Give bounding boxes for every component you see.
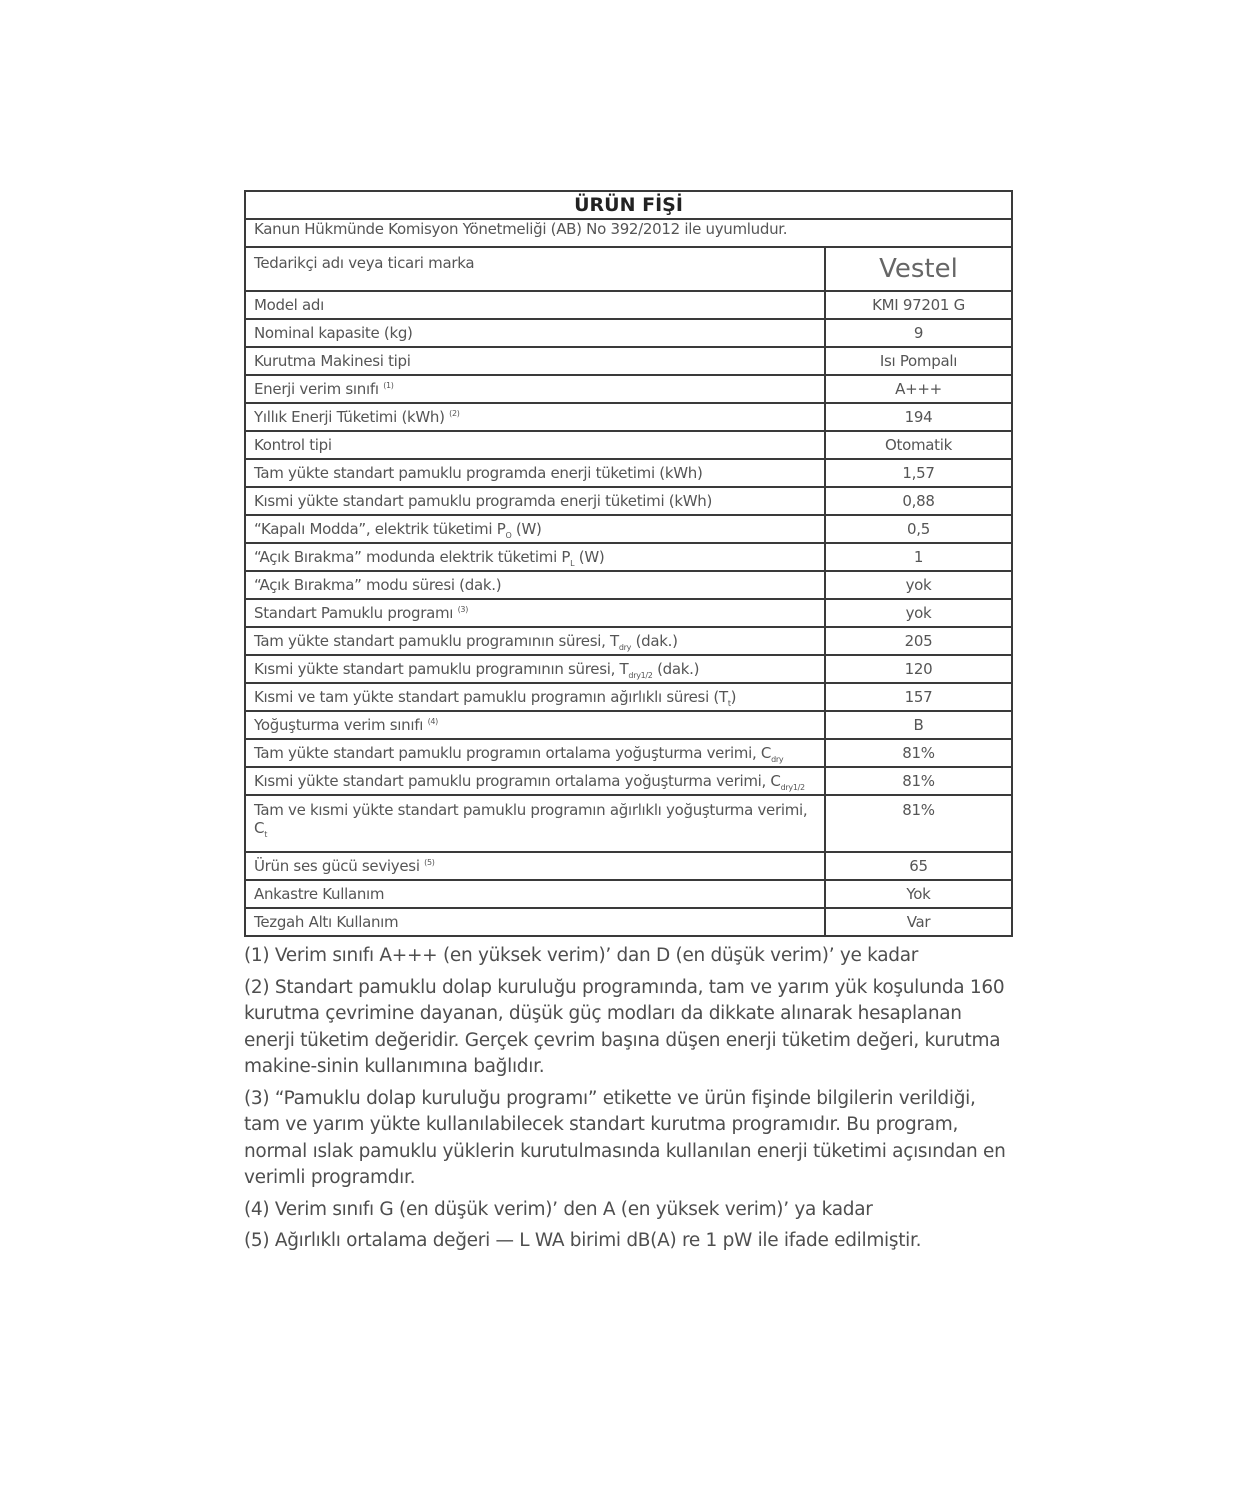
table-row: [245, 291, 1012, 319]
table-row: [245, 852, 1012, 880]
footnote-2: (2) Standart pamuklu dolap kuruluğu programında, tam ve yarım yük koşulunda 160 kurutma çevrimine dayanan, düşük güç modları da dikkate alınarak hesaplanan enerji tüketim değeridir. Gerçek çevrim başına düşen enerji tüketim değeri, kurutma makine-sinin kullanımına bağlıdır.: [244, 976, 1005, 1077]
table-row: [245, 711, 1012, 739]
footnote-ref: (3): [457, 605, 469, 614]
row-value: 0,5: [825, 515, 1012, 543]
row-label: Tam ve kısmi yükte standart pamuklu programın ağırlıklı yoğuşturma verimi, $C_t$: [245, 795, 825, 852]
row-value: 194: [825, 403, 1012, 431]
subscript: dry: [618, 643, 632, 652]
row-label: Yoğuşturma verim sınıfı $^{(4)}$: [245, 711, 825, 739]
row-value: yok: [825, 571, 1012, 599]
table-row: [245, 599, 1012, 627]
row-value: 81%: [825, 767, 1012, 795]
row-label: Ankastre Kullanım: [245, 880, 825, 908]
table-row: [245, 795, 1012, 852]
table-row: [245, 880, 1012, 908]
row-value: KMI 97201 G: [825, 291, 1012, 319]
row-value: Otomatik: [825, 431, 1012, 459]
row-value: yok: [825, 599, 1012, 627]
footnote-5: (5) Ağırlıklı ortalama değeri — L WA birimi dB(A) re 1 pW ile ifade edilmiştir.: [244, 1230, 922, 1251]
row-label: Tam yükte standart pamuklu programın ortalama yoğuşturma verimi, $C_{dry}$: [245, 739, 825, 767]
table-row: [245, 683, 1012, 711]
row-value: 81%: [825, 739, 1012, 767]
footnote-1: (1) Verim sınıfı A+++ (en yüksek verim)’ dan D (en düşük verim)’ ye kadar: [244, 945, 919, 966]
row-value: B: [825, 711, 1012, 739]
subscript: t: [264, 830, 268, 839]
row-value: 205: [825, 627, 1012, 655]
row-value: Isı Pompalı: [825, 347, 1012, 375]
row-label: “Kapalı Modda”, elektrik tüketimi $P_O$ (W): [245, 515, 825, 543]
row-value: 120: [825, 655, 1012, 683]
subscript: dry: [771, 755, 784, 764]
row-value: 1: [825, 543, 1012, 571]
table-row: [245, 247, 1012, 291]
row-value: A+++: [825, 375, 1012, 403]
fiche-title: ÜRÜN FİŞİ: [245, 191, 1012, 219]
footnote-ref: (4): [427, 717, 438, 726]
table-row: [245, 515, 1012, 543]
row-value: 0,88: [825, 487, 1012, 515]
row-value: 1,57: [825, 459, 1012, 487]
row-value: 157: [825, 683, 1012, 711]
row-label: Tezgah Altı Kullanım: [245, 908, 825, 936]
footnotes: [244, 943, 1011, 1255]
row-label: Yıllık Enerji Tüketimi (kWh) $^{(2)}$: [245, 403, 825, 431]
footnote-ref: (2): [449, 409, 460, 418]
row-label: Tam yükte standart pamuklu programının süresi, $T_{dry}$ (dak.): [245, 627, 825, 655]
table-row: [245, 571, 1012, 599]
table-row: [245, 655, 1012, 683]
subscript: dry1/2: [780, 783, 805, 792]
row-label: Ürün ses gücü seviyesi $^{(5)}$: [245, 852, 825, 880]
row-label: Kısmi yükte standart pamuklu programının süresi, $T_{dry1/2}$ (dak.): [245, 655, 825, 683]
subscript: L: [570, 559, 575, 568]
row-label: Model adı: [245, 291, 825, 319]
row-label: Kısmi yükte standart pamuklu programın ortalama yoğuşturma verimi, $C_{dry1/2}$: [245, 767, 825, 795]
table-row: [245, 627, 1012, 655]
row-label: Kontrol tipi: [245, 431, 825, 459]
row-value: 81%: [825, 795, 1012, 852]
row-label: Tedarikçi adı veya ticari marka: [245, 247, 825, 291]
table-row: [245, 908, 1012, 936]
row-label: Enerji verim sınıfı $^{(1)}$: [245, 375, 825, 403]
table-row: [245, 487, 1012, 515]
row-value: Yok: [825, 880, 1012, 908]
footnote-3: (3) “Pamuklu dolap kuruluğu programı” etikette ve ürün fişinde bilgilerin verildiği, tam ve yarım yükte kullanılabilecek standart kurutma programıdır. Bu program, normal ıslak pamuklu yüklerin kurutulmasında kullanılan enerji tüketimi açısından en verimli programdır.: [244, 1087, 1006, 1188]
footnote-ref: (5): [424, 858, 435, 867]
table-row: [245, 739, 1012, 767]
footnote-ref: (1): [383, 381, 394, 390]
table-row: [245, 543, 1012, 571]
row-label: “Açık Bırakma” modunda elektrik tüketimi $P_L$ (W): [245, 543, 825, 571]
row-label: Standart Pamuklu programı $^{(3)}$: [245, 599, 825, 627]
row-label: Kısmi ve tam yükte standart pamuklu programın ağırlıklı süresi $(T_t)$: [245, 683, 825, 711]
subscript: t: [727, 699, 731, 708]
footnote-4: (4) Verim sınıfı G (en düşük verim)’ den A (en yüksek verim)’ ya kadar: [244, 1198, 873, 1220]
regulation-note: Kanun Hükmünde Komisyon Yönetmeliği (AB) No 392/2012 ile uyumludur.: [245, 219, 1012, 247]
table-row: [245, 375, 1012, 403]
row-label: Nominal kapasite (kg): [245, 319, 825, 347]
product-fiche: [244, 190, 1011, 1260]
row-label: Kurutma Makinesi tipi: [245, 347, 825, 375]
table-row: [245, 319, 1012, 347]
table-row: [245, 459, 1012, 487]
table-row: [245, 431, 1012, 459]
table-row: [245, 347, 1012, 375]
row-label: Tam yükte standart pamuklu programda enerji tüketimi (kWh): [245, 459, 825, 487]
row-label: “Açık Bırakma” modu süresi (dak.): [245, 571, 825, 599]
fiche-table: [244, 190, 1013, 937]
table-row: [245, 767, 1012, 795]
table-row: [245, 403, 1012, 431]
brand-value: Vestel: [825, 247, 1012, 291]
row-label: Kısmi yükte standart pamuklu programda enerji tüketimi (kWh): [245, 487, 825, 515]
row-value: 65: [825, 852, 1012, 880]
row-value: Var: [825, 908, 1012, 936]
subscript: dry1/2: [628, 671, 653, 680]
subscript: O: [505, 531, 512, 540]
row-value: 9: [825, 319, 1012, 347]
